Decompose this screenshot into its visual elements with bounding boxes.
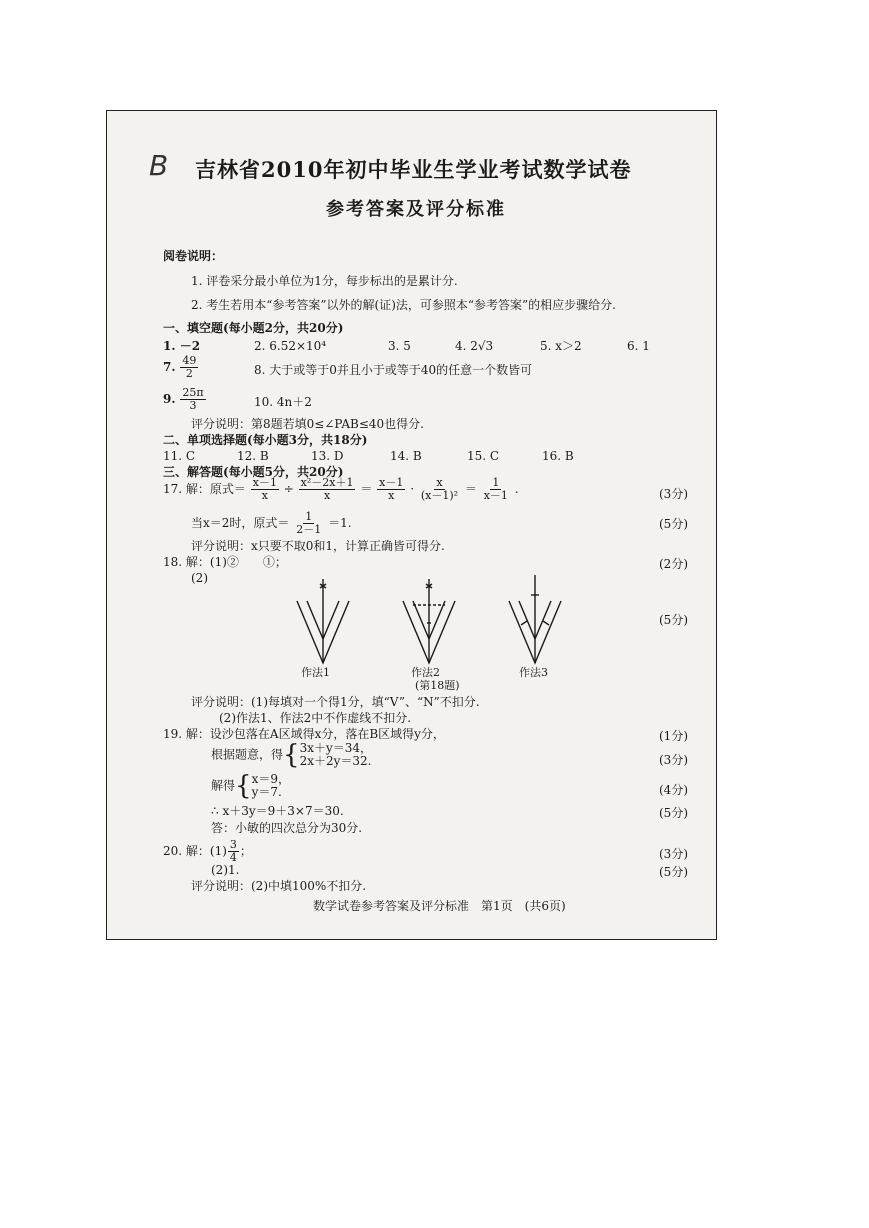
q19-system1 (300, 742, 372, 768)
note-item: 2. 考生若用本“参考答案”以外的解(证)法，可参照本“参考答案”的相应步骤给分. (191, 298, 616, 312)
points: (5分) (659, 865, 688, 879)
caption-method-2: 作法2 (411, 666, 440, 679)
caption-method-1: 作法1 (301, 666, 330, 679)
answer-14: 14. B (390, 449, 422, 463)
points: (1分) (659, 729, 688, 743)
equation: x＝9， (251, 772, 290, 786)
q18-line2: (2) (191, 571, 208, 585)
answer-12: 12. B (237, 449, 269, 463)
page-title: 吉林省2010年初中毕业生学业考试数学试卷 (195, 157, 632, 182)
v-shape-figure-3 (509, 575, 561, 663)
frac-denominator: 2－1 (296, 523, 322, 536)
answer-10: 10. 4n＋2 (254, 395, 312, 409)
points: (3分) (659, 487, 688, 501)
q17-line1 (163, 477, 519, 502)
q17-line2-pre: 当x＝2时，原式＝ (191, 516, 290, 530)
q19-system2 (252, 773, 290, 799)
brace-icon: { (283, 740, 300, 770)
q20-label: 20. 解：(1) (163, 844, 227, 858)
frac-denominator: x－1 (483, 489, 508, 502)
equation: 3x＋y＝34， (299, 741, 373, 755)
q19-line3-pre: 解得 (211, 778, 236, 793)
frac-denominator: 4 (229, 851, 237, 864)
q17-dot: · (410, 482, 415, 496)
answer-11: 11. C (163, 449, 196, 463)
q19-answer: 答：小敏的四次总分为30分. (211, 821, 363, 835)
q19-line2 (211, 742, 372, 768)
section-heading-choice: 二、单项选择题(每小题3分，共18分) (163, 433, 368, 447)
scanned-answer-sheet (106, 110, 717, 940)
q17-label: 17. 解：原式＝ (163, 482, 246, 496)
q20-line2: (2)1. (211, 863, 240, 877)
points: (5分) (659, 517, 688, 531)
page-subtitle: 参考答案及评分标准 (326, 199, 506, 220)
answer-16: 16. B (542, 449, 574, 463)
caption-method-3: 作法3 (519, 666, 548, 679)
frac-numerator: x－1 (379, 476, 404, 489)
grading-note-q18-2: (2)作法1、作法2中不作虚线不扣分. (219, 711, 412, 725)
answer-4: 4. 2√3 (455, 339, 494, 353)
frac-numerator: x (436, 476, 443, 489)
frac-numerator: x－1 (252, 476, 277, 489)
q17-eq: ＝ (360, 482, 373, 496)
q18-line1: 18. 解：(1)② ①； (163, 555, 287, 569)
answer-2: 2. 6.52×10⁴ (254, 339, 327, 353)
answer-9 (163, 387, 207, 412)
frac-numerator: 49 (182, 354, 197, 367)
q17-eq: ＝ (464, 482, 477, 496)
q19-line3 (211, 773, 290, 799)
frac-denominator: 3 (189, 399, 197, 412)
brace-icon: { (235, 771, 252, 801)
q17-frac1 (251, 477, 279, 502)
frac-denominator: (x－1)² (420, 489, 459, 502)
points: (3分) (659, 847, 688, 861)
answer-5: 5. x＞2 (540, 339, 582, 353)
answer-15: 15. C (467, 449, 500, 463)
answer-13: 13. D (311, 449, 344, 463)
frac-denominator: x (261, 489, 268, 502)
points: (3分) (659, 753, 688, 767)
answer-7-label: 7. (163, 360, 176, 374)
answer-3: 3. 5 (388, 339, 411, 353)
frac-numerator: 3 (229, 838, 237, 851)
q19-line1: 19. 解：设沙包落在A区域得x分，落在B区域得y分， (163, 727, 445, 741)
frac-denominator: x (388, 489, 395, 502)
q17-frac3 (377, 477, 405, 502)
points: (2分) (659, 557, 688, 571)
q17-frac2 (299, 477, 356, 502)
q17-line2 (191, 511, 352, 536)
grading-note-q8: 评分说明：第8题若填0≤∠PAB≤40也得分. (191, 417, 424, 431)
handwritten-mark: B (149, 149, 169, 182)
q17-line2-post: ＝1. (328, 516, 352, 530)
frac-denominator: 2 (185, 367, 193, 380)
v-shape-figure-2 (403, 579, 455, 663)
q17-frac5 (482, 477, 510, 502)
note-item: 1. 评卷采分最小单位为1分，每步标出的是累计分. (191, 274, 458, 288)
answer-7 (163, 355, 199, 380)
figure-caption: (第18题) (415, 679, 460, 692)
q17-div: ÷ (283, 482, 294, 496)
q20-post: ； (239, 844, 252, 858)
frac-numerator: 25π (182, 386, 204, 399)
answer-1: 1. －2 (163, 339, 201, 353)
points: (5分) (659, 806, 688, 820)
grading-note-q18-1: 评分说明：(1)每填对一个得1分，填“V”、“N”不扣分. (191, 695, 480, 709)
q19-line2-pre: 根据题意，得 (211, 747, 284, 762)
q17-end: . (514, 482, 519, 496)
q18-figure (277, 573, 597, 673)
q17-frac4 (419, 477, 460, 502)
q20-fraction (228, 839, 239, 864)
equation: y＝7. (251, 785, 282, 799)
page-footer: 数学试卷参考答案及评分标准 第1页 (共6页) (313, 899, 566, 913)
grading-note-q17: 评分说明：x只要不取0和1，计算正确皆可得分. (191, 539, 445, 553)
frac-numerator: 1 (305, 510, 313, 523)
answer-9-label: 9. (163, 392, 176, 406)
grading-note-q20: 评分说明：(2)中填100%不扣分. (191, 879, 367, 893)
section-heading-solutions: 三、解答题(每小题5分，共20分) (163, 465, 344, 479)
notes-heading: 阅卷说明： (163, 249, 224, 263)
v-shape-figure-1 (297, 579, 349, 663)
answer-6: 6. 1 (627, 339, 650, 353)
q20-line1 (163, 839, 252, 864)
answer-8: 8. 大于或等于0并且小于或等于40的任意一个数皆可 (254, 363, 533, 377)
frac-numerator: 1 (492, 476, 500, 489)
frac-denominator: x (323, 489, 331, 502)
frac-numerator: x²－2x＋1 (300, 476, 354, 489)
equation: 2x＋2y＝32. (299, 754, 372, 768)
answer-7-fraction (180, 355, 198, 380)
q17-frac6 (294, 511, 323, 536)
points: (4分) (659, 783, 688, 797)
section-heading-fill-blank: 一、填空题(每小题2分，共20分) (163, 321, 344, 335)
answer-9-fraction (180, 387, 205, 412)
points: (5分) (659, 613, 688, 627)
q19-line4: ∴ x＋3y＝9＋3×7＝30. (211, 804, 344, 818)
